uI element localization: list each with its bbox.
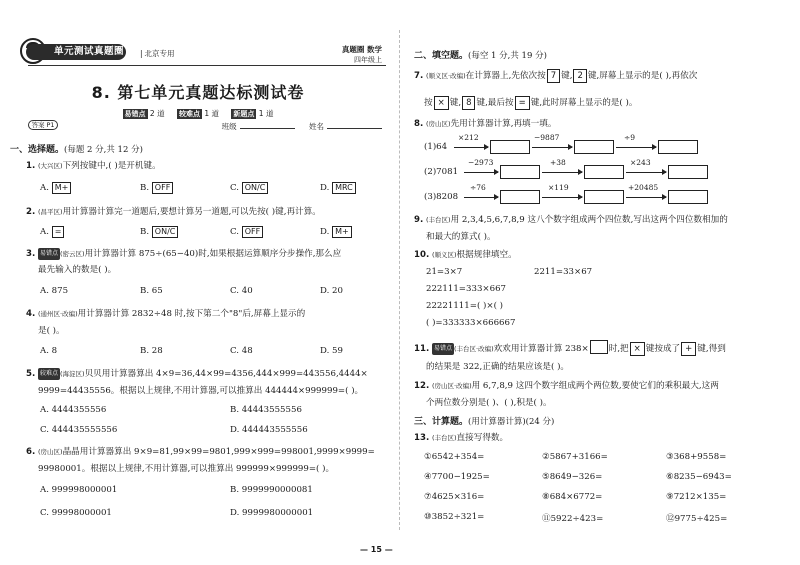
- answer-box[interactable]: [574, 140, 614, 154]
- grade-label: 四年级上: [354, 56, 382, 64]
- stat-item: 易错点 2 道: [124, 109, 165, 118]
- q4-option-d[interactable]: D. 59: [320, 346, 343, 356]
- question-6-line2: 99980001。根据以上规律,不用计算器,可以推算出 999999×999999=( )。: [38, 464, 335, 474]
- q5-option-a[interactable]: A. 4444355556: [40, 405, 107, 415]
- calc-item: ⑦4625×316=: [424, 492, 485, 502]
- key-7: 7: [547, 69, 560, 83]
- pattern-row: ( )=333333×666667: [426, 318, 516, 328]
- q3-option-a[interactable]: A. 875: [40, 286, 69, 296]
- q5-option-b[interactable]: B. 44443555556: [230, 405, 302, 415]
- question-11: 11. 易错点 (丰台区·改编)欢欢用计算器计算 238× 时,把 × 键按成了 + 键,得到: [414, 340, 726, 356]
- q1-option-d[interactable]: D. MRC: [320, 182, 356, 194]
- arrow-icon: [626, 172, 666, 173]
- student-info: 班级 姓名: [222, 121, 382, 132]
- q4-option-a[interactable]: A. 8: [40, 346, 58, 356]
- question-5: 5. 较难点 (海淀区)贝贝用计算器算出 4×9=36,44×99=4356,444×999=443556,4444×: [26, 369, 368, 379]
- question-5-line2: 9999=44435556。根据以上规律,不用计算器,可以推算出 444444×999999=( )。: [38, 386, 364, 396]
- calc-item: ②5867+3166=: [542, 452, 608, 462]
- pattern-row: 21=3×7: [426, 267, 463, 277]
- question-4-line2: 是( )。: [38, 326, 65, 336]
- flow-row-2: (2)7081 −2973 +38 ×243: [424, 167, 754, 183]
- name-field[interactable]: [327, 128, 382, 129]
- arrow-icon: [542, 197, 582, 198]
- question-3-line2: 最先输入的数是( )。: [38, 265, 117, 275]
- calc-item: ⑩3852÷321=: [424, 512, 485, 522]
- answer-box[interactable]: [490, 140, 530, 154]
- calc-item: ④7700−1925=: [424, 472, 490, 482]
- pattern-row: 22221111=( )×( ): [426, 301, 504, 311]
- calc-item: ⑥8235−6943=: [666, 472, 732, 482]
- question-12: 12. (房山区·改编)用 6,7,8,9 这四个数字组成两个两位数,要使它们的乘积最大,这两: [414, 381, 719, 391]
- difficulty-stats: [0, 108, 396, 119]
- calc-item: ⑧684×6772=: [542, 492, 603, 502]
- key-multiply: ×: [434, 96, 449, 110]
- arrow-icon: [616, 147, 656, 148]
- stat-item: 较难点 1 道: [178, 109, 220, 118]
- question-12-line2: 个两位数分别是( )、( ),积是( )。: [426, 398, 552, 408]
- q2-option-a[interactable]: A. =: [40, 226, 64, 238]
- q6-option-a[interactable]: A. 999998000001: [40, 485, 118, 495]
- arrow-icon: [454, 147, 488, 148]
- brand-label: 真题圈 数学: [341, 45, 382, 54]
- key-2: 2: [573, 69, 586, 83]
- question-3: 3. 易错点 (密云区)用计算器计算 875÷(65−40)时,如果根据运算顺序分步操作,那么应: [26, 249, 342, 259]
- q5-option-c[interactable]: C. 444435555556: [40, 425, 118, 435]
- calc-item: ⑪5922÷423=: [542, 514, 604, 524]
- question-9-line2: 和最大的算式( )。: [426, 232, 496, 242]
- q6-option-c[interactable]: C. 99998000001: [40, 508, 112, 518]
- calc-item: ⑤8649−326=: [542, 472, 603, 482]
- q6-option-d[interactable]: D. 9999980000001: [230, 508, 314, 518]
- left-column: [0, 0, 396, 565]
- header-rule: [28, 65, 386, 66]
- flow-row-1: (1)64 ×212 −9887 ÷9: [424, 142, 754, 158]
- q4-option-c[interactable]: C. 48: [230, 346, 253, 356]
- answer-box[interactable]: [658, 140, 698, 154]
- arrow-icon: [464, 172, 498, 173]
- right-column: [404, 0, 800, 565]
- flow-row-3: (3)8208 ÷76 ×119 +20485: [424, 192, 754, 208]
- q4-option-b[interactable]: B. 28: [140, 346, 163, 356]
- q3-option-b[interactable]: B. 65: [140, 286, 163, 296]
- question-10: 10. (顺义区)根据规律填空。: [414, 250, 517, 260]
- pattern-row: 2211=33×67: [534, 267, 593, 277]
- answer-box[interactable]: [668, 165, 708, 179]
- q1-option-a[interactable]: A. M+: [40, 182, 71, 194]
- arrow-icon: [464, 197, 498, 198]
- page-title: 8. 第七单元真题达标测试卷: [91, 83, 305, 102]
- question-11-line2: 的结果是 322,正确的结果应该是( )。: [426, 362, 570, 372]
- page-number: — 15 —: [360, 545, 393, 554]
- q1-option-c[interactable]: C. ON/C: [230, 182, 268, 194]
- pattern-row: 222111=333×667: [426, 284, 507, 294]
- question-9: 9. (丰台区)用 2,3,4,5,6,7,8,9 这八个数字组成两个四位数,写出这两个四位数相加的: [414, 215, 728, 225]
- arrow-icon: [532, 147, 572, 148]
- region-tag: | 北京专用: [140, 48, 175, 59]
- key-8: 8: [462, 96, 475, 110]
- key-equals: =: [515, 96, 530, 110]
- column-divider: [399, 30, 400, 530]
- answer-box[interactable]: [584, 165, 624, 179]
- question-13: 13. (丰台区)直接写得数。: [414, 433, 509, 443]
- blank-box[interactable]: [590, 340, 608, 354]
- answer-box[interactable]: [500, 165, 540, 179]
- q2-option-c[interactable]: C. OFF: [230, 226, 263, 238]
- calc-item: ①6542+354=: [424, 452, 485, 462]
- q5-option-d[interactable]: D. 444443555556: [230, 425, 308, 435]
- section-1-title: 一、选择题。(每题 2 分,共 12 分): [10, 145, 143, 155]
- section-3-title: 三、计算题。(用计算器计算)(24 分): [414, 417, 555, 427]
- key-multiply: ×: [630, 342, 645, 356]
- arrow-icon: [542, 172, 582, 173]
- answer-box[interactable]: [500, 190, 540, 204]
- question-7-line2: 按 × 键, 8 键,最后按 = 键,此时屏幕上显示的是( )。: [424, 98, 638, 108]
- q6-option-b[interactable]: B. 9999990000081: [230, 485, 313, 495]
- q2-option-b[interactable]: B. ON/C: [140, 226, 178, 238]
- answer-page-label: 答案 P1: [28, 120, 58, 130]
- answer-box[interactable]: [668, 190, 708, 204]
- series-banner: 单元测试真题圈: [26, 44, 126, 60]
- section-2-title: 二、填空题。(每空 1 分,共 19 分): [414, 51, 547, 61]
- calc-item: ⑨7212×135=: [666, 492, 727, 502]
- question-7: 7. (顺义区·改编)在计算器上,先依次按 7 键, 2 键,屏幕上显示的是( ),再依次: [414, 71, 698, 81]
- q3-option-d[interactable]: D. 20: [320, 286, 343, 296]
- stat-item: 新题点 1 道: [233, 109, 274, 118]
- question-4: 4. (通州区·改编)用计算器计算 2832÷48 时,按下第二个"8"后,屏幕上显示的: [26, 309, 306, 319]
- key-plus: +: [681, 342, 696, 356]
- calc-item: ⑫9775÷425=: [666, 514, 728, 524]
- question-8: 8. (房山区)先用计算器计算,再填一填。: [414, 119, 557, 129]
- question-2: 2. (昌平区)用计算器计算完一道题后,要想计算另一道题,可以先按( )键,再计算。: [26, 207, 321, 217]
- calc-item: ③368+9558=: [666, 452, 727, 462]
- q1-option-b[interactable]: B. OFF: [140, 182, 173, 194]
- class-field[interactable]: [240, 128, 295, 129]
- question-6: 6. (房山区)晶晶用计算器算出 9×9=81,99×99=9801,999×999=998001,9999×9999=: [26, 447, 375, 457]
- arrow-icon: [626, 197, 666, 198]
- question-1: 1. (大兴区)下列按键中,( )是开机键。: [26, 161, 161, 171]
- q3-option-c[interactable]: C. 40: [230, 286, 253, 296]
- q2-option-d[interactable]: D. M+: [320, 226, 352, 238]
- answer-box[interactable]: [584, 190, 624, 204]
